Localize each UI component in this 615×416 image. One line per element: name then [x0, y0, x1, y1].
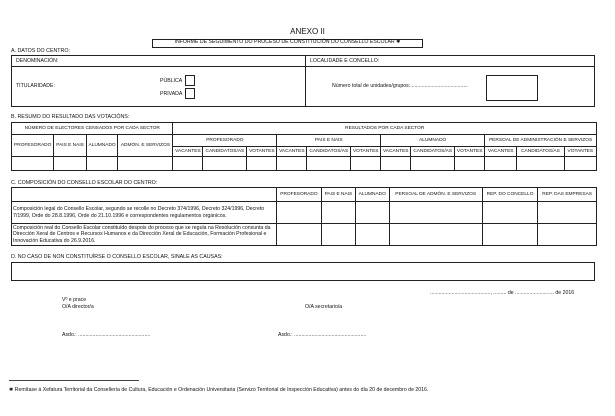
sub-col: VOTANTES [247, 147, 277, 157]
electores-header: NÚMERO DE ELECTORES CENSADOS POR CADA SECTOR [12, 123, 173, 135]
censo-col: PROFESORADO [12, 135, 54, 157]
vb-label: Vº e prace [62, 297, 87, 303]
cell[interactable] [355, 202, 389, 224]
publica-checkbox[interactable] [185, 75, 195, 86]
footnote: ✱ Remítase á Xefatura Territorial da Consellería de Cultura, Educación e Ordenación Universitaria (Servizo Territorial de Inspección Educativa) antes do día 20 de decembro de 2016. [9, 387, 429, 393]
section-d-title: D. NO CASO DE NON CONSTITUÍRSE O CONSELLO ESCOLAR, SINALE AS CAUSAS: [11, 254, 223, 260]
sub-col: VACANTES [277, 147, 307, 157]
row-real: Composición real do Consello Escolar constituído despois do proceso que se regula na Resolución conxunta da Dirección Xeral de Centros e Recursos Humanos e da Dirección Xeral de Educación, Formación Profesional e Innovación Educativa do 26.9.2016. [12, 224, 277, 246]
cell[interactable] [12, 157, 54, 171]
composition-table [11, 187, 597, 246]
sub-col: CANDIDATOS/AS [517, 147, 564, 157]
comp-col: ALUMNADO [355, 188, 389, 202]
comp-col: PROFESORADO [277, 188, 322, 202]
section-a-title: A. DATOS DO CENTRO: [11, 48, 70, 54]
cell[interactable] [381, 157, 411, 171]
cell[interactable] [411, 157, 455, 171]
section-c-title: C. COMPOSICIÓN DO CONSELLO ESCOLAR DO CENTRO: [11, 180, 158, 186]
section-a-divider [305, 55, 306, 107]
censo-col: PAIS E NAIS [54, 135, 86, 157]
comp-col: REP. DAS EMPRESAS [538, 188, 597, 202]
cell[interactable] [538, 202, 597, 224]
sub-col: VACANTES [173, 147, 203, 157]
titularidade-label: TITULARIDADE: [16, 83, 55, 89]
cell[interactable] [321, 202, 355, 224]
asdo-secretario: Asdo.: .................................................. [278, 332, 367, 338]
director-label: O/A director/a [62, 304, 94, 310]
sub-col: VACANTES [381, 147, 411, 157]
cell[interactable] [54, 157, 86, 171]
group-header: PROFESORADO [173, 135, 277, 147]
cell[interactable] [482, 224, 537, 246]
censo-col: ADMÓN. E SERVIZOS [118, 135, 173, 157]
sub-col: CANDIDATOS/AS [203, 147, 247, 157]
cell[interactable] [482, 202, 537, 224]
resultados-header: RESULTADOS POR CADA SECTOR [173, 123, 597, 135]
cell[interactable] [173, 157, 203, 171]
comp-col: PAIS E NAIS [321, 188, 355, 202]
causas-input[interactable] [11, 262, 595, 281]
localidade-label: LOCALIDADE E CONCELLO: [310, 58, 380, 64]
sub-col: VACANTES [485, 147, 517, 157]
cell[interactable] [455, 157, 485, 171]
date-line: .........................................., ......... de ........................... de 2016 [430, 290, 575, 296]
comp-col: REP. DO CONCELLO [482, 188, 537, 202]
cell[interactable] [277, 202, 322, 224]
comp-col: PERSOAL DE ADMÓN. E SERVIZOS [389, 188, 482, 202]
sub-col: VOTANTES [455, 147, 485, 157]
cell[interactable] [389, 224, 482, 246]
cell[interactable] [277, 224, 322, 246]
group-header: PAIS E NAIS [277, 135, 381, 147]
form-header-text: INFORME DE SEGUIMENTO DO PROCESO DE CONSTITUCIÓN DO CONSELLO ESCOLAR ✱ [174, 39, 401, 45]
asdo-director: Asdo.: .................................................. [62, 332, 151, 338]
cell[interactable] [564, 157, 596, 171]
row-legal: Composición legal do Consello Escolar, segundo se recolle no Decreto 374/1996, Decreto 324/1996, Decreto 7/1999, Orde do 28.8.1996, Orde do 21.10.1996 e correspondentes regulamentos orgánicos. [12, 202, 277, 224]
denominacion-label: DENOMINACIÓN: [16, 58, 59, 64]
cell[interactable] [517, 157, 564, 171]
sub-col: CANDIDATOS/AS [411, 147, 455, 157]
cell[interactable] [321, 224, 355, 246]
cell[interactable] [118, 157, 173, 171]
sub-col: CANDIDATOS/AS [307, 147, 351, 157]
cell[interactable] [247, 157, 277, 171]
secretario-label: O/A secretario/a [305, 304, 343, 310]
page-title: ANEXO II [290, 27, 325, 36]
cell[interactable] [277, 157, 307, 171]
privada-checkbox[interactable] [185, 88, 195, 99]
cell[interactable] [538, 224, 597, 246]
sub-col: VOTANTES [564, 147, 596, 157]
cell[interactable] [485, 157, 517, 171]
group-header: PERSOAL DE ADMINISTRACIÓN E SERVIZOS [485, 135, 597, 147]
section-b-title: B. RESUMO DO RESULTADO DAS VOTACIÓNS: [11, 114, 130, 120]
cell[interactable] [307, 157, 351, 171]
sub-col: VOTANTES [351, 147, 381, 157]
cell[interactable] [86, 157, 118, 171]
votes-table [11, 122, 597, 171]
cell[interactable] [389, 202, 482, 224]
unidades-input[interactable] [486, 75, 538, 101]
censo-col: ALUMNADO [86, 135, 118, 157]
unidades-label: Número total de unidades/grupos:........................................ [332, 83, 468, 89]
group-header: ALUMNADO [381, 135, 485, 147]
footnote-rule [9, 380, 139, 381]
section-a-hdivider [11, 66, 595, 67]
cell[interactable] [355, 224, 389, 246]
cell[interactable] [351, 157, 381, 171]
cell[interactable] [203, 157, 247, 171]
blank-header [12, 188, 277, 202]
publica-label: PÚBLICA [160, 78, 183, 84]
privada-label: PRIVADA [160, 91, 183, 97]
